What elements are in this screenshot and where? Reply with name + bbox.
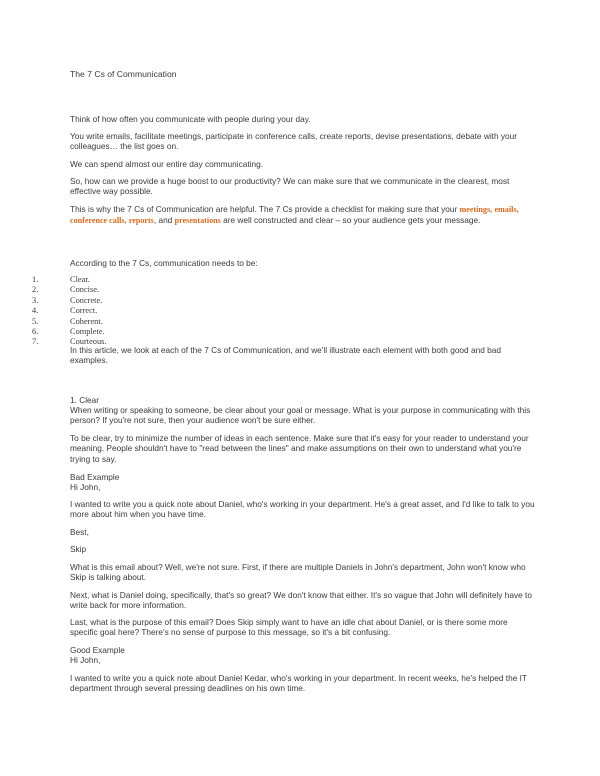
list-number: 2. xyxy=(32,285,39,295)
list-text: Concise. xyxy=(70,285,100,295)
bad-example-greeting: Hi John, xyxy=(70,482,101,492)
paragraph: You write emails, facilitate meetings, participate in conference calls, create reports, devise presentations, debate with your colleagues… the list goes on. xyxy=(70,131,518,152)
list-text: Complete. xyxy=(70,327,105,337)
list-number: 5. xyxy=(32,316,39,326)
bad-example-heading: Bad Example xyxy=(70,472,120,482)
list-text: Correct. xyxy=(70,306,98,316)
paragraph-text: are well constructed and clear – so your audience gets your message. xyxy=(223,215,481,226)
paragraph: When writing or speaking to someone, be clear about your goal or message. What is your purpose in communicating with this person? If you're not sure, then your audience won't be sure either. xyxy=(70,405,531,426)
document-title: The 7 Cs of Communication xyxy=(70,69,177,79)
list-item xyxy=(32,327,107,337)
list-item xyxy=(32,296,107,306)
good-example-body: I wanted to write you a quick note about Daniel Kedar, who's working in your department. In recent weeks, he's helped the IT department through several pressing deadlines on his own time. xyxy=(70,673,527,694)
list-text: Courteous. xyxy=(70,337,107,347)
paragraph: So, how can we provide a huge boost to our productivity? We can make sure that we communicate in the clearest, most effective way possible. xyxy=(70,176,510,197)
link-reports[interactable]: reports xyxy=(128,216,154,226)
list-item xyxy=(32,285,107,295)
checklist-paragraph xyxy=(70,204,535,227)
good-example-heading: Good Example xyxy=(70,645,125,655)
paragraph-text: This is why the 7 Cs of Communication are helpful. The 7 Cs provide a checklist for making sure that your xyxy=(70,204,458,214)
separator: , and xyxy=(153,215,173,226)
link-conference-calls[interactable]: conference calls xyxy=(70,216,125,226)
section-heading-clear: 1. Clear xyxy=(70,395,100,405)
intro-paragraph: Think of how often you communicate with people during your day. xyxy=(70,114,311,124)
bad-example-signature: Skip xyxy=(70,544,87,554)
list-item xyxy=(32,317,107,327)
bad-example-body: I wanted to write you a quick note about Daniel, who's working in your department. He's a great asset, and I'd like to talk to you more about him when you have time. xyxy=(70,499,535,520)
list-text: Clear. xyxy=(70,275,90,284)
list-text: Concrete. xyxy=(70,295,103,305)
list-number: 7. xyxy=(32,337,39,347)
paragraph: In this article, we look at each of the 7 Cs of Communication, and we'll illustrate each element with both good and bad examples. xyxy=(70,345,501,366)
list-number: 6. xyxy=(32,327,39,337)
list-text: Coherent. xyxy=(70,316,103,326)
list-number: 4. xyxy=(32,306,39,316)
bad-example-signoff: Best, xyxy=(70,527,89,537)
paragraph: According to the 7 Cs, communication needs to be: xyxy=(70,258,258,268)
list-number: 1. xyxy=(32,275,39,284)
paragraph: Last, what is the purpose of this email? Does Skip simply want to have an idle chat about Daniel, or is there some more specific goal here? There's no sense of purpose to this message, so it's a bit confusing. xyxy=(70,617,508,638)
separator: , xyxy=(490,205,493,214)
paragraph: What is this email about? Well, we're not sure. First, if there are multiple Daniels in John's department, John won't know who Skip is talking about. xyxy=(70,562,526,583)
separator: , xyxy=(516,205,519,214)
good-example-greeting: Hi John, xyxy=(70,655,101,665)
paragraph: Next, what is Daniel doing, specifically, that's so great? We don't know that either. It's so vague that John will definitely have to write back for more information. xyxy=(70,590,532,611)
paragraph: We can spend almost our entire day communicating. xyxy=(70,159,264,169)
list-item xyxy=(32,306,107,316)
link-meetings[interactable]: meetings xyxy=(459,205,491,214)
paragraph: To be clear, try to minimize the number of ideas in each sentence. Make sure that it's easy for your reader to understand your meaning. People shouldn't have to "read between the lines" and make assumptions on their own to understand what you're trying to say. xyxy=(70,433,529,464)
list-item xyxy=(32,275,107,285)
link-emails[interactable]: emails xyxy=(494,205,517,214)
separator: , xyxy=(124,216,127,226)
link-presentations[interactable]: presentations xyxy=(174,216,221,226)
list-number: 3. xyxy=(32,295,39,305)
seven-cs-list xyxy=(32,275,107,348)
